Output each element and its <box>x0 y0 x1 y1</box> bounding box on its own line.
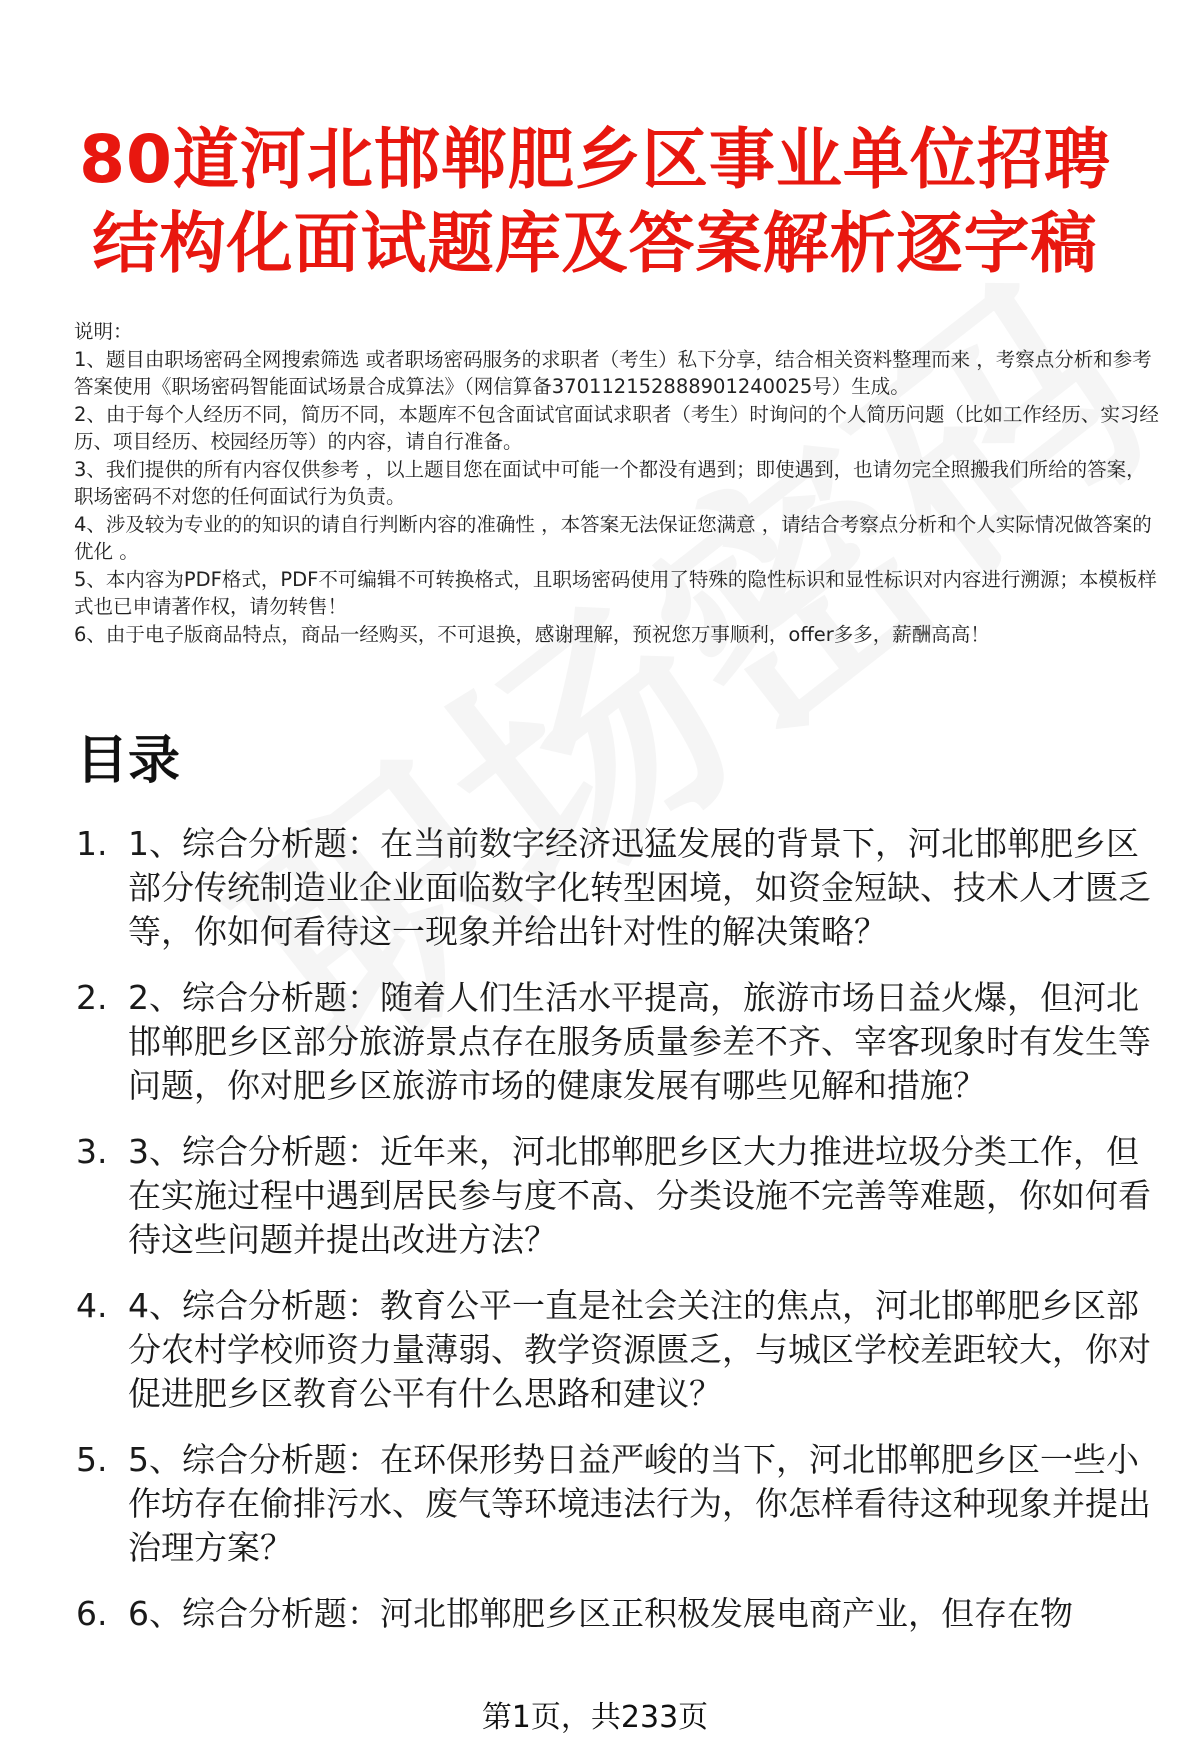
page-footer: 第1页，共233页 <box>481 1700 709 1735</box>
note-item: 6、由于电子版商品特点，商品一经购买，不可退换，感谢理解，预祝您万事顺利，offer多多，薪酬高高！ <box>74 622 990 646</box>
toc-item[interactable] <box>76 976 1166 1108</box>
toc-item-text: 6、综合分析题：河北邯郸肥乡区正积极发展电商产业，但存在物 <box>128 1594 1073 1633</box>
note-item: 1、题目由职场密码全网搜索筛选 或者职场密码服务的求职者（考生）私下分享，结合相关资料整理而来 ，考察点分析和参考答案使用《职场密码智能面试场景合成算法》（网信算备370112152888901240025号）生成。 <box>74 347 1152 398</box>
toc-item-number: 4. <box>76 1286 108 1325</box>
toc-item[interactable] <box>76 1592 1166 1636</box>
toc-item[interactable] <box>76 822 1166 954</box>
toc-item-text: 3、综合分析题：近年来，河北邯郸肥乡区大力推进垃圾分类工作，但在实施过程中遇到居民参与度不高、分类设施不完善等难题，你如何看待这些问题并提出改进方法？ <box>128 1132 1151 1259</box>
toc-item-number: 3. <box>76 1132 108 1171</box>
toc-item[interactable] <box>76 1438 1166 1570</box>
note-item: 4、涉及较为专业的的知识的请自行判断内容的准确性 ，本答案无法保证您满意 ，请结合考察点分析和个人实际情况做答案的优化 。 <box>74 512 1152 563</box>
toc-item-text: 5、综合分析题：在环保形势日益严峻的当下，河北邯郸肥乡区一些小作坊存在偷排污水、废气等环境违法行为，你怎样看待这种现象并提出治理方案？ <box>128 1440 1151 1567</box>
document-title <box>60 118 1130 286</box>
note-item: 5、本内容为PDF格式，PDF不可编辑不可转换格式，且职场密码使用了特殊的隐性标识和显性标识对内容进行溯源；本模板样式也已申请著作权，请勿转售！ <box>74 567 1157 618</box>
note-item: 2、由于每个人经历不同，简历不同，本题库不包含面试官面试求职者（考生）时询问的个人简历问题（比如工作经历、实习经历、项目经历、校园经历等）的内容，请自行准备。 <box>74 402 1159 453</box>
toc-item-number: 6. <box>76 1594 108 1633</box>
toc-item-number: 5. <box>76 1440 108 1479</box>
toc-item-text: 4、综合分析题：教育公平一直是社会关注的焦点，河北邯郸肥乡区部分农村学校师资力量薄弱、教学资源匮乏，与城区学校差距较大，你对促进肥乡区教育公平有什么思路和建议？ <box>128 1286 1151 1413</box>
table-of-contents <box>76 822 1166 1658</box>
toc-heading: 目录 <box>76 731 181 791</box>
toc-item-text: 2、综合分析题：随着人们生活水平提高，旅游市场日益火爆，但河北邯郸肥乡区部分旅游景点存在服务质量参差不齐、宰客现象时有发生等问题，你对肥乡区旅游市场的健康发展有哪些见解和措施？ <box>128 978 1151 1105</box>
notes-section <box>74 318 1164 648</box>
title-line-1: 80道河北邯郸肥乡区事业单位招聘 <box>79 121 1111 198</box>
toc-item-number: 2. <box>76 978 108 1017</box>
toc-item[interactable] <box>76 1130 1166 1262</box>
toc-item[interactable] <box>76 1284 1166 1416</box>
title-line-2: 结构化面试题库及答案解析逐字稿 <box>92 205 1098 282</box>
notes-heading: 说明： <box>74 320 133 343</box>
note-item: 3、我们提供的所有内容仅供参考 ，以上题目您在面试中可能一个都没有遇到；即使遇到，也请勿完全照搬我们所给的答案，职场密码不对您的任何面试行为负责。 <box>74 457 1146 508</box>
toc-item-text: 1、综合分析题：在当前数字经济迅猛发展的背景下，河北邯郸肥乡区部分传统制造业企业面临数字化转型困境，如资金短缺、技术人才匮乏等，你如何看待这一现象并给出针对性的解决策略？ <box>128 824 1151 951</box>
toc-item-number: 1. <box>76 824 108 863</box>
